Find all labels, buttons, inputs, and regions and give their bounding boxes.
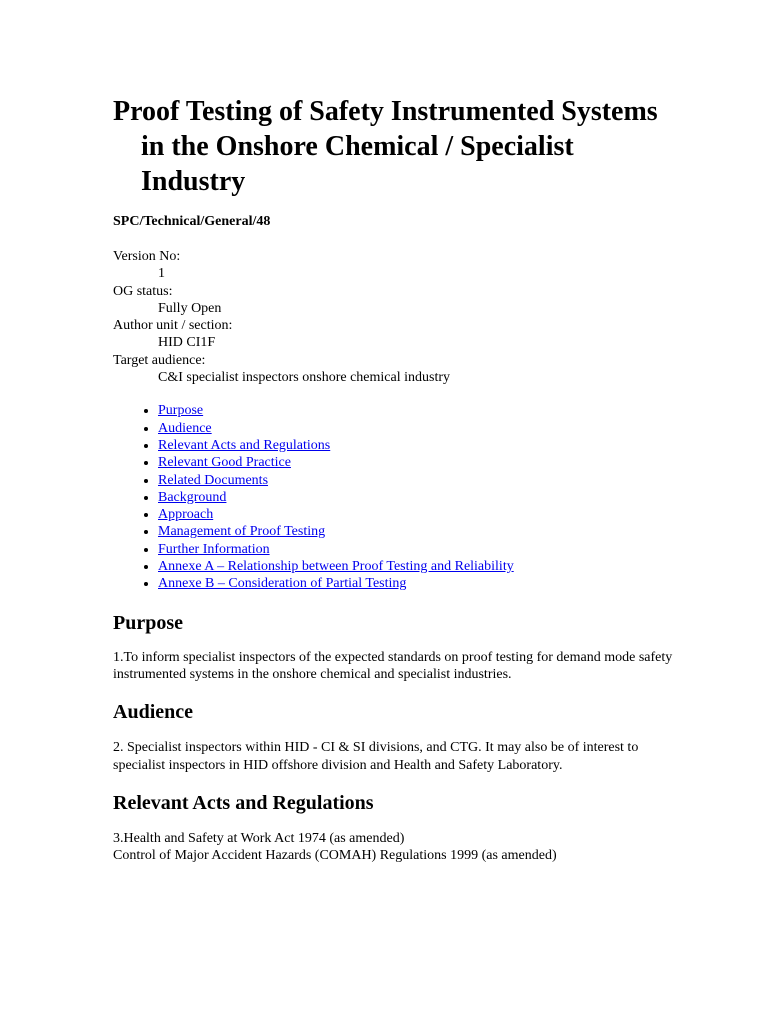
- document-reference: SPC/Technical/General/48: [113, 214, 271, 229]
- relevant-acts-paragraph: [113, 830, 673, 865]
- meta-value-og-status: Fully Open: [158, 300, 222, 316]
- act-line: Control of Major Accident Hazards (COMAH) Regulations 1999 (as amended): [113, 848, 557, 864]
- toc-item: [158, 472, 673, 489]
- meta-value-target-audience: C&I specialist inspectors onshore chemical industry: [158, 370, 450, 386]
- toc-item: [158, 420, 673, 437]
- toc-link-management[interactable]: Management of Proof Testing: [158, 524, 326, 540]
- toc-link-approach[interactable]: Approach: [158, 507, 214, 523]
- section-heading-audience: Audience: [113, 701, 193, 724]
- toc-link-purpose[interactable]: Purpose: [158, 403, 204, 419]
- toc-item: [158, 437, 673, 454]
- document-body: [113, 94, 673, 864]
- audience-paragraph: 2. Specialist inspectors within HID - CI & SI divisions, and CTG. It may also be of interest to specialist inspectors in HID offshore division and Health and Safety Laboratory.: [113, 740, 639, 773]
- toc-item: [158, 523, 673, 540]
- toc-item: [158, 402, 673, 419]
- meta-label-og-status: OG status:: [113, 283, 173, 299]
- purpose-paragraph: 1.To inform specialist inspectors of the expected standards on proof testing for demand mode safety instrumented systems in the onshore chemical and specialist industries.: [113, 649, 673, 682]
- toc-link-annexe-b[interactable]: Annexe B – Consideration of Partial Testing: [158, 576, 407, 592]
- toc-link-audience[interactable]: Audience: [158, 420, 212, 436]
- section-heading-relevant-acts: Relevant Acts and Regulations: [113, 791, 374, 814]
- meta-label-author-unit: Author unit / section:: [113, 318, 233, 334]
- toc-link-further-information[interactable]: Further Information: [158, 541, 270, 557]
- section-heading-purpose: Purpose: [113, 611, 183, 634]
- document-title: Proof Testing of Safety Instrumented Systems in the Onshore Chemical / Specialist Industry: [113, 96, 658, 197]
- meta-value-version: 1: [158, 266, 165, 282]
- toc-item: [158, 575, 673, 592]
- toc-item: [158, 489, 673, 506]
- toc-link-relevant-acts[interactable]: Relevant Acts and Regulations: [158, 437, 331, 453]
- toc-link-good-practice[interactable]: Relevant Good Practice: [158, 455, 291, 471]
- table-of-contents: [113, 402, 673, 592]
- toc-link-related-documents[interactable]: Related Documents: [158, 472, 269, 488]
- meta-value-author-unit: HID CI1F: [158, 335, 216, 351]
- toc-link-annexe-a[interactable]: Annexe A – Relationship between Proof Testing and Reliability: [158, 559, 514, 575]
- toc-link-background[interactable]: Background: [158, 489, 227, 505]
- toc-item: [158, 454, 673, 471]
- document-metadata: [113, 248, 673, 386]
- toc-item: [158, 506, 673, 523]
- meta-label-version: Version No:: [113, 249, 181, 264]
- toc-item: [158, 541, 673, 558]
- act-line: 3.Health and Safety at Work Act 1974 (as amended): [113, 830, 405, 846]
- meta-label-target-audience: Target audience:: [113, 352, 206, 368]
- toc-item: [158, 558, 673, 575]
